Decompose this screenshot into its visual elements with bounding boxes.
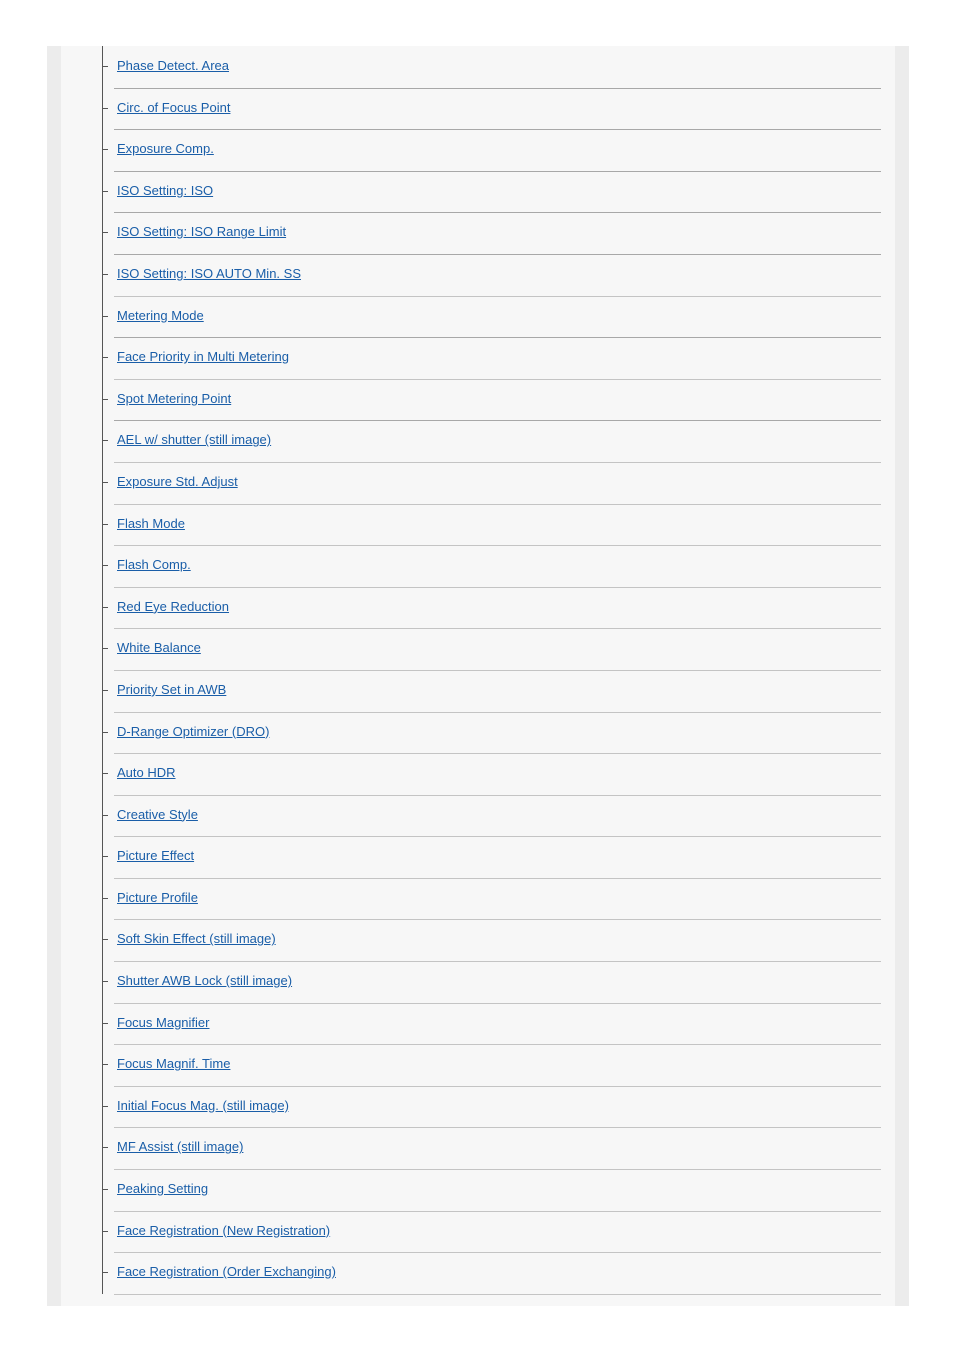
topic-link[interactable]: Flash Mode [117, 515, 185, 531]
topic-link[interactable]: White Balance [117, 640, 201, 656]
topic-link[interactable]: Soft Skin Effect (still image) [117, 931, 276, 947]
tree-branch-tick [102, 1231, 108, 1232]
list-item [102, 420, 881, 462]
list-item [102, 878, 881, 920]
topic-link[interactable]: AEL w/ shutter (still image) [117, 432, 272, 448]
list-item [102, 1086, 881, 1128]
tree-branch-tick [102, 274, 108, 275]
list-item [102, 1169, 881, 1211]
topic-link[interactable]: Creative Style [117, 806, 198, 822]
tree-branch-tick [102, 773, 108, 774]
topic-link[interactable]: Spot Metering Point [117, 390, 232, 406]
topic-link[interactable]: Face Registration (Order Exchanging) [117, 1264, 336, 1280]
tree-branch-tick [102, 732, 108, 733]
topic-link[interactable]: Priority Set in AWB [117, 681, 227, 697]
tree-branch-tick [102, 232, 108, 233]
topic-link[interactable]: Metering Mode [117, 307, 204, 323]
list-item [102, 504, 881, 546]
list-item [102, 296, 881, 338]
list-item [102, 1127, 881, 1169]
tree-branch-tick [102, 1064, 108, 1065]
list-item [102, 88, 881, 130]
list-item [102, 1211, 881, 1253]
topic-link[interactable]: Exposure Comp. [117, 141, 214, 157]
topic-link[interactable]: Picture Effect [117, 848, 195, 864]
topic-link[interactable]: Exposure Std. Adjust [117, 473, 238, 489]
list-item [102, 171, 881, 213]
topic-link[interactable]: ISO Setting: ISO [117, 182, 214, 198]
list-item [102, 587, 881, 629]
topic-link[interactable]: ISO Setting: ISO AUTO Min. SS [117, 265, 301, 281]
topic-link[interactable]: Face Registration (New Registration) [117, 1222, 331, 1238]
topic-link[interactable]: Focus Magnifier [117, 1014, 210, 1030]
tree-branch-tick [102, 1189, 108, 1190]
topic-link[interactable]: Phase Detect. Area [117, 58, 230, 73]
tree-branch-tick [102, 1272, 108, 1273]
tree-branch-tick [102, 1106, 108, 1107]
list-item [102, 379, 881, 421]
tree-branch-tick [102, 565, 108, 566]
tree-branch-tick [102, 607, 108, 608]
tree-branch-tick [102, 399, 108, 400]
list-item [102, 212, 881, 254]
topic-link[interactable]: Red Eye Reduction [117, 598, 230, 614]
tree-branch-tick [102, 648, 108, 649]
topic-link[interactable]: Face Priority in Multi Metering [117, 349, 289, 365]
topic-link[interactable]: MF Assist (still image) [117, 1139, 244, 1155]
list-item [102, 129, 881, 171]
row-separator [114, 1294, 881, 1295]
topic-link[interactable]: Picture Profile [117, 889, 198, 905]
topic-link[interactable]: ISO Setting: ISO Range Limit [117, 224, 287, 240]
list-item [102, 545, 881, 587]
topic-link[interactable]: Shutter AWB Lock (still image) [117, 973, 293, 989]
topic-link[interactable]: Focus Magnif. Time [117, 1056, 231, 1072]
list-item [102, 712, 881, 754]
tree-branch-tick [102, 482, 108, 483]
topic-link[interactable]: Initial Focus Mag. (still image) [117, 1097, 289, 1113]
tree-branch-tick [102, 316, 108, 317]
list-item [102, 919, 881, 961]
list-item [102, 961, 881, 1003]
tree-branch-tick [102, 815, 108, 816]
list-item [102, 337, 881, 379]
tree-branch-tick [102, 149, 108, 150]
topic-link[interactable]: Flash Comp. [117, 557, 191, 573]
tree-branch-tick [102, 690, 108, 691]
list-item [102, 462, 881, 504]
list-item [102, 1003, 881, 1045]
tree-branch-tick [102, 524, 108, 525]
list-item [102, 628, 881, 670]
tree-branch-tick [102, 191, 108, 192]
list-item [102, 1252, 881, 1294]
topic-link[interactable]: Peaking Setting [117, 1181, 209, 1197]
tree-branch-tick [102, 108, 108, 109]
list-item [102, 836, 881, 878]
list-item [102, 46, 881, 88]
list-item [102, 254, 881, 296]
tree-branch-tick [102, 898, 108, 899]
tree-branch-tick [102, 1023, 108, 1024]
topic-link[interactable]: Circ. of Focus Point [117, 99, 231, 115]
topic-link-list [102, 46, 881, 1294]
topic-link[interactable]: D-Range Optimizer (DRO) [117, 723, 270, 739]
tree-branch-tick [102, 440, 108, 441]
topic-link[interactable]: Auto HDR [117, 765, 176, 781]
list-item [102, 1044, 881, 1086]
tree-branch-tick [102, 357, 108, 358]
tree-branch-tick [102, 981, 108, 982]
list-item [102, 753, 881, 795]
tree-branch-tick [102, 1147, 108, 1148]
tree-branch-tick [102, 939, 108, 940]
list-item [102, 795, 881, 837]
tree-branch-tick [102, 66, 108, 67]
list-item [102, 670, 881, 712]
tree-branch-tick [102, 856, 108, 857]
